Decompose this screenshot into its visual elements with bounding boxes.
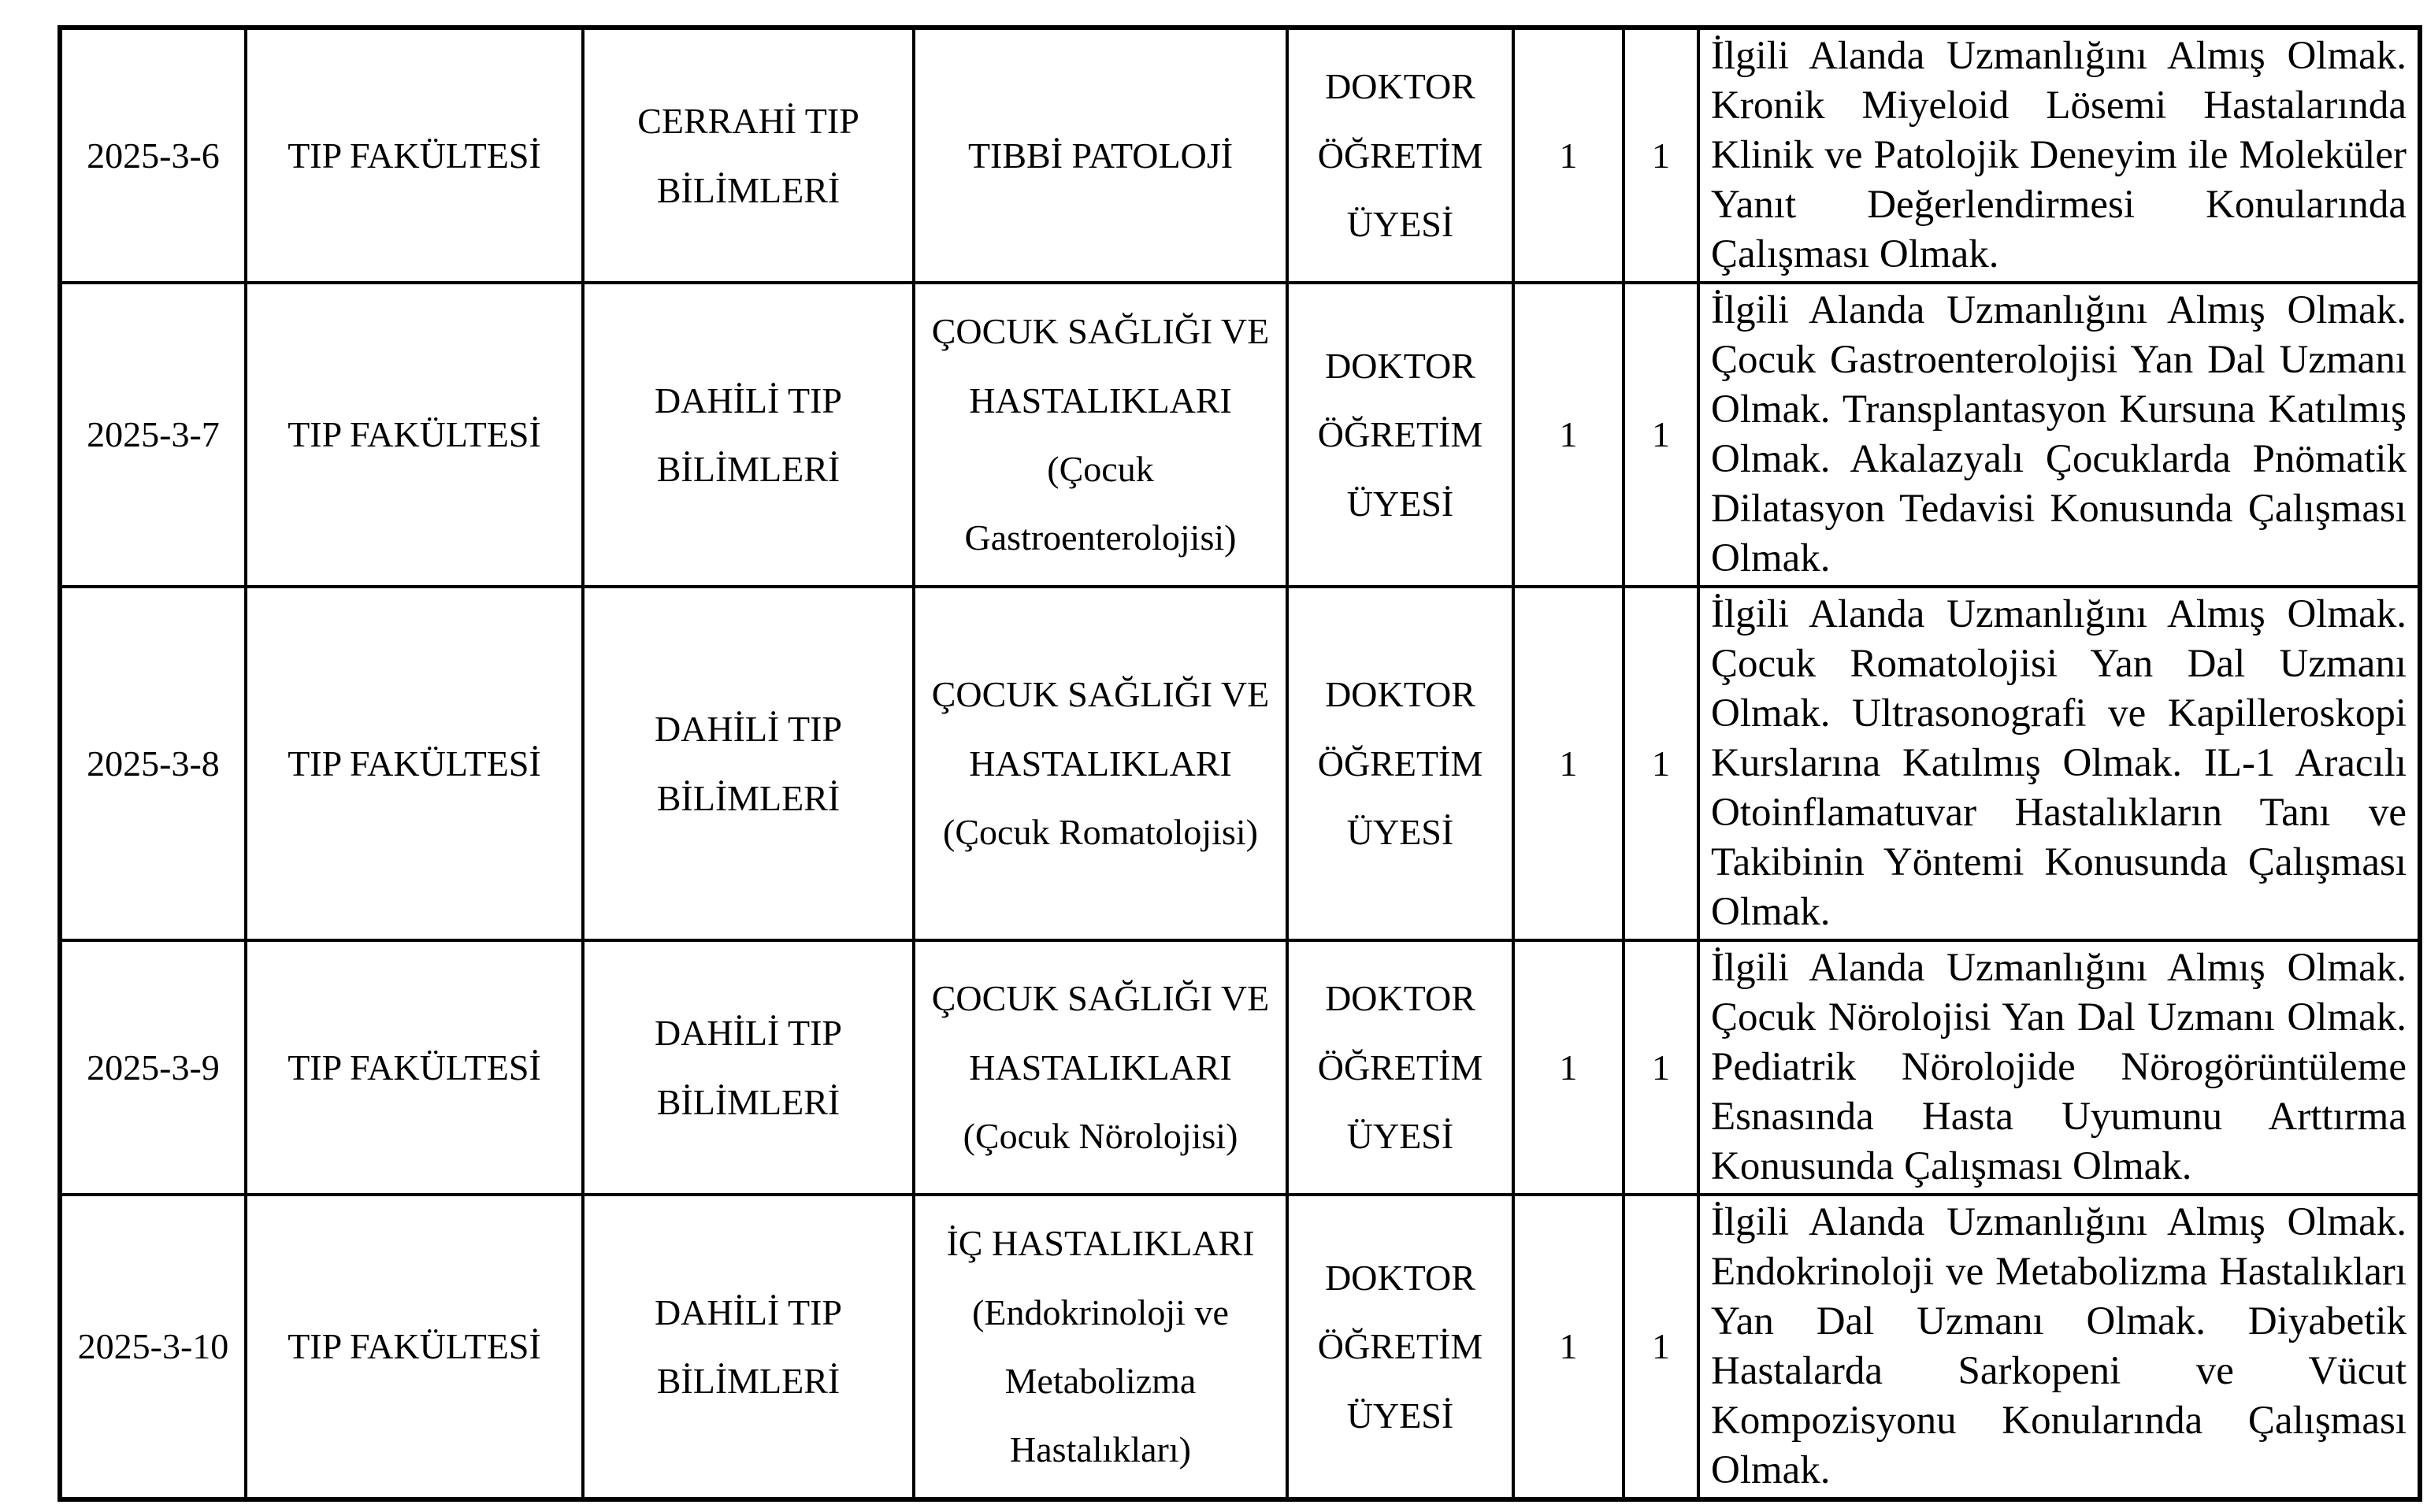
table-row <box>60 587 2420 940</box>
table-row <box>60 28 2420 283</box>
cell-count-b: 1 <box>1624 28 1698 283</box>
cell-requirements: İlgili Alanda Uzmanlığını Almış Olmak. Çocuk Romatolojisi Yan Dal Uzmanı Olmak. Ultrasonografi ve Kapilleroskopi Kurslarına Katılmış Olmak. IL-1 Aracılı Otoinflamatuvar Hastalıkların Tanı ve Takibinin Yöntemi Konusunda Çalışması Olmak. <box>1698 587 2420 940</box>
cell-field: ÇOCUK SAĞLIĞI VE HASTALIKLARI (Çocuk Nörolojisi) <box>914 940 1287 1195</box>
cell-requirements: İlgili Alanda Uzmanlığını Almış Olmak. Kronik Miyeloid Lösemi Hastalarında Klinik ve Patolojik Deneyim ile Moleküler Yanıt Değerlendirmesi Konularında Çalışması Olmak. <box>1698 28 2420 283</box>
cell-count-b: 1 <box>1624 587 1698 940</box>
cell-announcement-code: 2025-3-9 <box>60 940 246 1195</box>
cell-count-a: 1 <box>1513 587 1624 940</box>
cell-count-b: 1 <box>1624 1195 1698 1499</box>
cell-department: DAHİLİ TIP BİLİMLERİ <box>583 283 914 587</box>
cell-title: DOKTOR ÖĞRETİM ÜYESİ <box>1287 1195 1513 1499</box>
cell-field: ÇOCUK SAĞLIĞI VE HASTALIKLARI (Çocuk Gastroenterolojisi) <box>914 283 1287 587</box>
cell-faculty: TIP FAKÜLTESİ <box>246 587 583 940</box>
cell-count-b: 1 <box>1624 940 1698 1195</box>
cell-faculty: TIP FAKÜLTESİ <box>246 28 583 283</box>
cell-department: DAHİLİ TIP BİLİMLERİ <box>583 1195 914 1499</box>
cell-faculty: TIP FAKÜLTESİ <box>246 940 583 1195</box>
cell-field: İÇ HASTALIKLARI (Endokrinoloji ve Metabolizma Hastalıkları) <box>914 1195 1287 1499</box>
cell-announcement-code: 2025-3-6 <box>60 28 246 283</box>
cell-requirements: İlgili Alanda Uzmanlığını Almış Olmak. Çocuk Nörolojisi Yan Dal Uzmanı Olmak. Pediatrik Nörolojide Nörogörüntüleme Esnasında Hasta Uyumunu Arttırma Konusunda Çalışması Olmak. <box>1698 940 2420 1195</box>
cell-faculty: TIP FAKÜLTESİ <box>246 283 583 587</box>
cell-announcement-code: 2025-3-7 <box>60 283 246 587</box>
cell-title: DOKTOR ÖĞRETİM ÜYESİ <box>1287 283 1513 587</box>
cell-announcement-code: 2025-3-8 <box>60 587 246 940</box>
cell-title: DOKTOR ÖĞRETİM ÜYESİ <box>1287 28 1513 283</box>
cell-requirements: İlgili Alanda Uzmanlığını Almış Olmak. Çocuk Gastroenterolojisi Yan Dal Uzmanı Olmak. Transplantasyon Kursuna Katılmış Olmak. Akalazyalı Çocuklarda Pnömatik Dilatasyon Tedavisi Konusunda Çalışması Olmak. <box>1698 283 2420 587</box>
cell-requirements: İlgili Alanda Uzmanlığını Almış Olmak. Endokrinoloji ve Metabolizma Hastalıkları Yan Dal Uzmanı Olmak. Diyabetik Hastalarda Sarkopeni ve Vücut Kompozisyonu Konularında Çalışması Olmak. <box>1698 1195 2420 1499</box>
cell-faculty: TIP FAKÜLTESİ <box>246 1195 583 1499</box>
cell-field: ÇOCUK SAĞLIĞI VE HASTALIKLARI (Çocuk Romatolojisi) <box>914 587 1287 940</box>
cell-count-a: 1 <box>1513 1195 1624 1499</box>
table-row <box>60 940 2420 1195</box>
academic-positions-table <box>58 25 2422 1502</box>
cell-title: DOKTOR ÖĞRETİM ÜYESİ <box>1287 587 1513 940</box>
table-row <box>60 1195 2420 1499</box>
cell-count-a: 1 <box>1513 28 1624 283</box>
cell-title: DOKTOR ÖĞRETİM ÜYESİ <box>1287 940 1513 1195</box>
cell-department: DAHİLİ TIP BİLİMLERİ <box>583 587 914 940</box>
cell-announcement-code: 2025-3-10 <box>60 1195 246 1499</box>
cell-department: CERRAHİ TIP BİLİMLERİ <box>583 28 914 283</box>
cell-count-a: 1 <box>1513 940 1624 1195</box>
cell-count-b: 1 <box>1624 283 1698 587</box>
cell-department: DAHİLİ TIP BİLİMLERİ <box>583 940 914 1195</box>
cell-count-a: 1 <box>1513 283 1624 587</box>
cell-field: TIBBİ PATOLOJİ <box>914 28 1287 283</box>
table-row <box>60 283 2420 587</box>
